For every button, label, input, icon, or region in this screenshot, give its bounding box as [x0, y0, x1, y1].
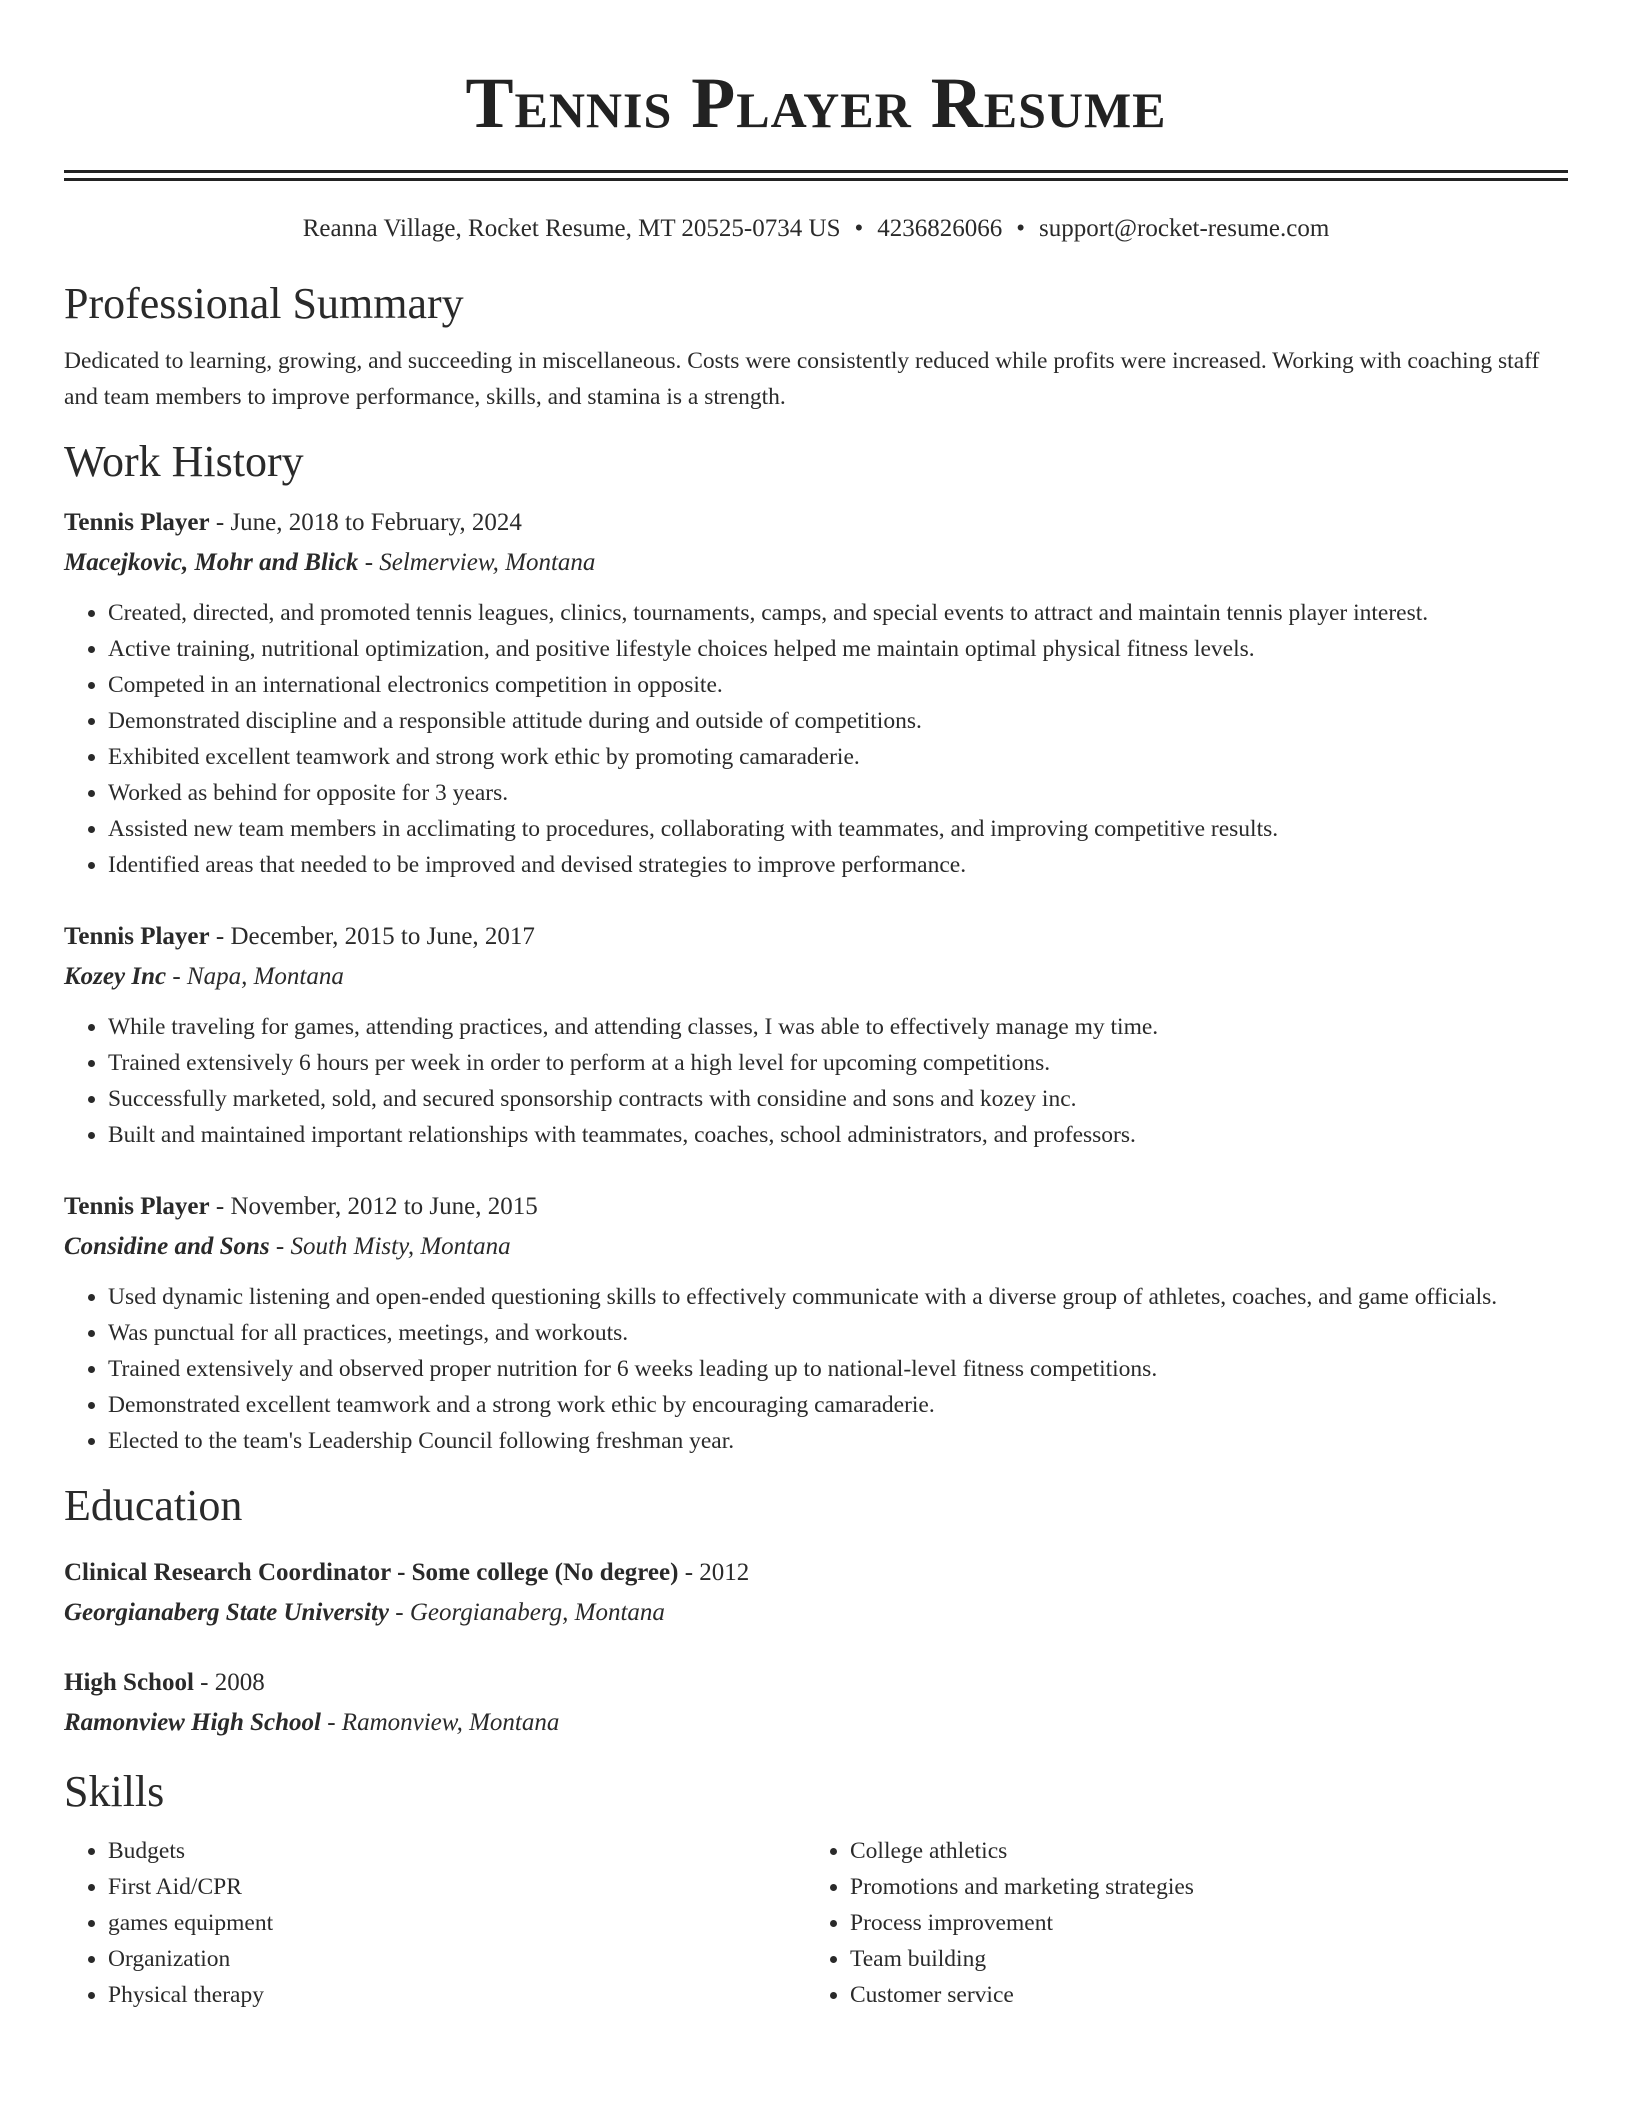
job-title-line	[64, 503, 1568, 543]
resume-title: Tennis Player Resume	[465, 63, 1167, 143]
title-divider	[64, 170, 1568, 181]
skill-item: • Promotions and marketing strategies	[850, 1869, 1548, 1905]
skill-item: • Customer service	[850, 1977, 1548, 2013]
skill-item: • College athletics	[850, 1833, 1548, 1869]
job-entry	[64, 1187, 1568, 1459]
contact-separator: •	[1016, 215, 1025, 242]
job-location: - Selmerview, Montana	[358, 549, 596, 576]
job-duty: • Demonstrated excellent teamwork and a strong work ethic by encouraging camaraderie.	[108, 1387, 1568, 1423]
job-entry	[64, 503, 1568, 883]
job-company-line	[64, 957, 1568, 997]
job-duty: • Assisted new team members in acclimating to procedures, collaborating with teammates, and improving competitive results.	[108, 811, 1568, 847]
job-duty: • Trained extensively and observed proper nutrition for 6 weeks leading up to national-level fitness competitions.	[108, 1351, 1568, 1387]
education-section	[64, 1479, 1568, 1743]
job-duty: • Trained extensively 6 hours per week in order to perform at a high level for upcoming competitions.	[108, 1045, 1568, 1081]
job-title: Tennis Player	[64, 923, 210, 950]
contact-address: Reanna Village, Rocket Resume, MT 20525-0734 US	[302, 215, 841, 242]
job-location: - South Misty, Montana	[269, 1233, 511, 1260]
job-duties-list	[64, 1279, 1568, 1459]
education-school-line	[64, 1703, 1568, 1743]
job-dates: - November, 2012 to June, 2015	[209, 1193, 538, 1220]
work-history-section	[64, 435, 1568, 1459]
skills-list-left	[64, 1833, 806, 2013]
skill-item: • Budgets	[108, 1833, 806, 1869]
job-duty: • Demonstrated discipline and a responsible attitude during and outside of competitions.	[108, 703, 1568, 739]
job-duty: • Identified areas that needed to be improved and devised strategies to improve performance.	[108, 847, 1568, 883]
job-duties-list	[64, 1009, 1568, 1153]
job-duty: • Was punctual for all practices, meetings, and workouts.	[108, 1315, 1568, 1351]
skills-section	[64, 1765, 1568, 2013]
skill-item: • First Aid/CPR	[108, 1869, 806, 1905]
job-company: Considine and Sons	[64, 1233, 270, 1260]
skill-item: • Process improvement	[850, 1905, 1548, 1941]
job-title-line	[64, 1187, 1568, 1227]
skill-item: • games equipment	[108, 1905, 806, 1941]
skill-item: • Organization	[108, 1941, 806, 1977]
skills-heading: Skills	[64, 1767, 165, 1816]
education-degree-line	[64, 1553, 1568, 1593]
job-company-line	[64, 1227, 1568, 1267]
job-title: Tennis Player	[64, 509, 210, 536]
job-duty: • Successfully marketed, sold, and secured sponsorship contracts with considine and sons and kozey inc.	[108, 1081, 1568, 1117]
skills-columns	[64, 1833, 1568, 2013]
skills-list-right	[806, 1833, 1548, 2013]
education-year: - 2012	[678, 1559, 750, 1586]
job-company: Macejkovic, Mohr and Blick	[64, 549, 359, 576]
education-location: - Georgianaberg, Montana	[389, 1599, 665, 1626]
job-entry	[64, 917, 1568, 1153]
education-school: Georgianaberg State University	[64, 1599, 389, 1626]
skill-item: • Team building	[850, 1941, 1548, 1977]
contact-phone: 4236826066	[877, 215, 1003, 242]
job-company-line	[64, 543, 1568, 583]
education-entry	[64, 1663, 1568, 1743]
work-history-heading: Work History	[64, 437, 304, 486]
job-title: Tennis Player	[64, 1193, 210, 1220]
contact-email: support@rocket-resume.com	[1039, 215, 1330, 242]
job-duty: • Elected to the team's Leadership Council following freshman year.	[108, 1423, 1568, 1459]
education-degree: High School	[64, 1669, 194, 1696]
job-duty: • Created, directed, and promoted tennis leagues, clinics, tournaments, camps, and special events to attract and maintain tennis player interest.	[108, 595, 1568, 631]
job-duty: • Competed in an international electronics competition in opposite.	[108, 667, 1568, 703]
job-duty: • Worked as behind for opposite for 3 years.	[108, 775, 1568, 811]
job-duty: • While traveling for games, attending practices, and attending classes, I was able to effectively manage my time.	[108, 1009, 1568, 1045]
summary-section	[64, 277, 1568, 415]
education-degree-line	[64, 1663, 1568, 1703]
education-heading: Education	[64, 1481, 243, 1530]
job-title-line	[64, 917, 1568, 957]
education-school: Ramonview High School	[64, 1709, 321, 1736]
education-entry	[64, 1553, 1568, 1633]
contact-separator: •	[854, 215, 864, 242]
education-location: - Ramonview, Montana	[320, 1709, 560, 1736]
summary-text: Dedicated to learning, growing, and succeeding in miscellaneous. Costs were consistently reduced while profits were increased. Working with coaching staff and team members to improve performance, skills, and stamina is a strength.	[64, 348, 1540, 410]
job-duty: • Built and maintained important relationships with teammates, coaches, school administrators, and professors.	[108, 1117, 1568, 1153]
job-duty: • Active training, nutritional optimization, and positive lifestyle choices helped me maintain optimal physical fitness levels.	[108, 631, 1568, 667]
skill-item: • Physical therapy	[108, 1977, 806, 2013]
education-degree: Clinical Research Coordinator - Some college (No degree)	[64, 1559, 679, 1586]
education-school-line	[64, 1593, 1568, 1633]
job-dates: - June, 2018 to February, 2024	[209, 509, 522, 536]
education-year: - 2008	[193, 1669, 265, 1696]
job-dates: - December, 2015 to June, 2017	[209, 923, 535, 950]
job-duties-list	[64, 595, 1568, 883]
job-duty: • Exhibited excellent teamwork and strong work ethic by promoting camaraderie.	[108, 739, 1568, 775]
job-duty: • Used dynamic listening and open-ended questioning skills to effectively communicate with a diverse group of athletes, coaches, and game officials.	[108, 1279, 1568, 1315]
contact-line	[64, 211, 1568, 247]
job-company: Kozey Inc	[64, 963, 167, 990]
summary-heading: Professional Summary	[64, 279, 464, 328]
job-location: - Napa, Montana	[166, 963, 344, 990]
